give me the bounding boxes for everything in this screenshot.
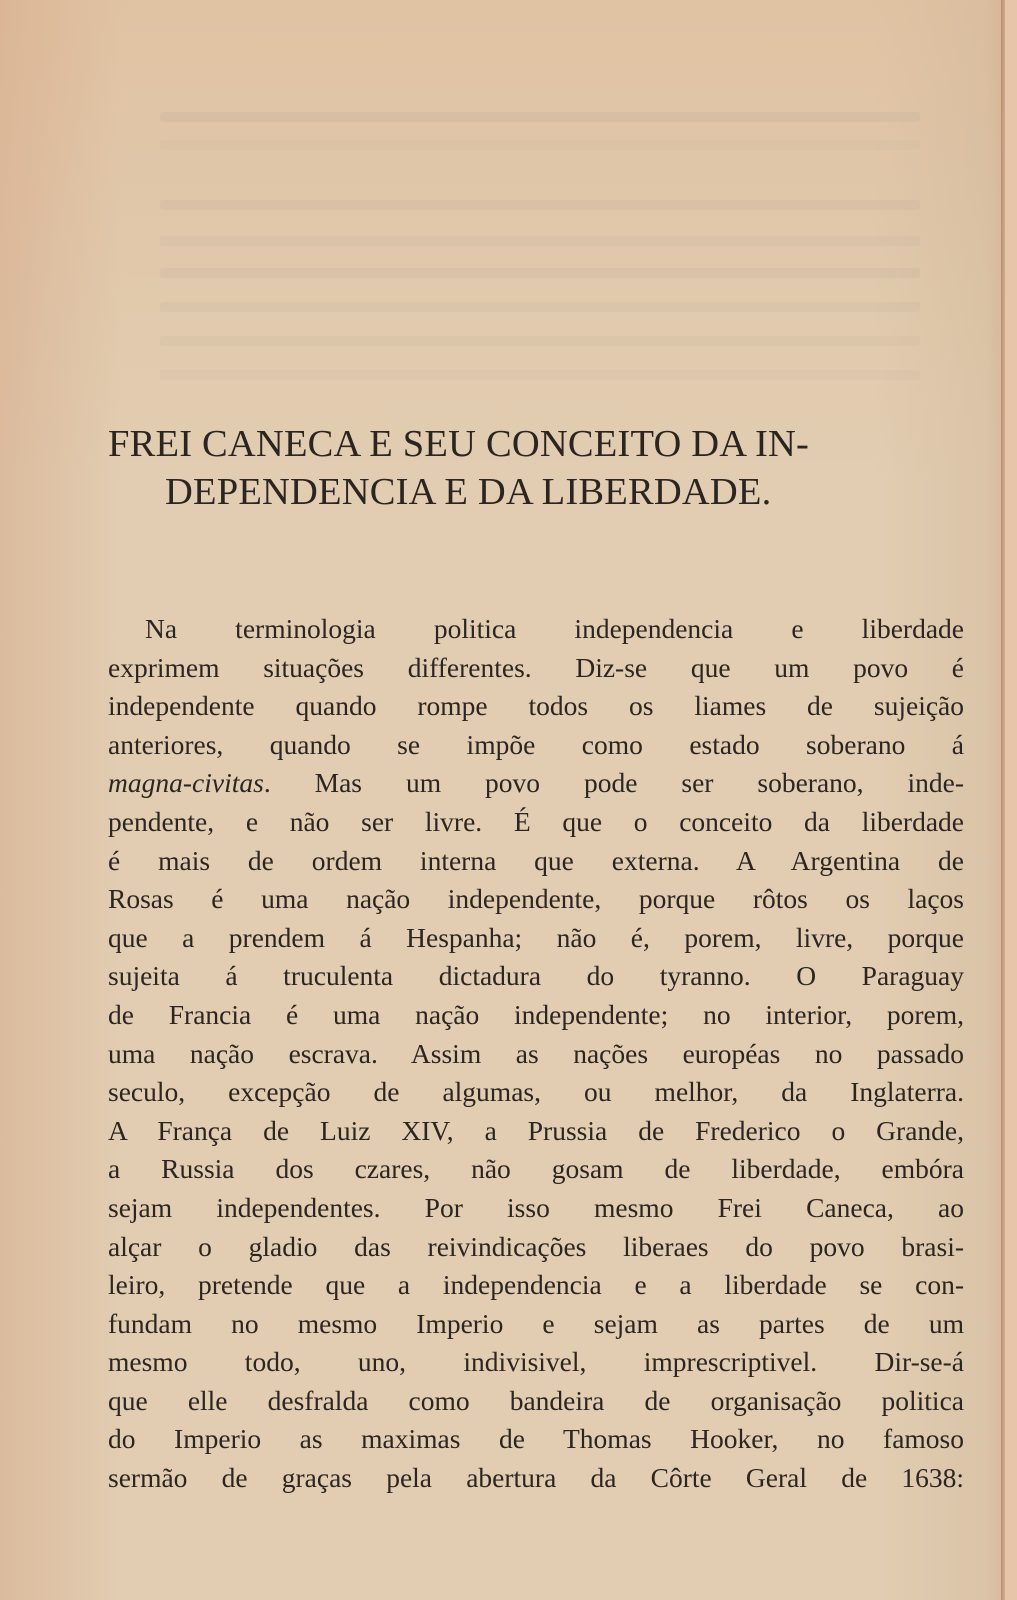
adjacent-page-edge [1005, 0, 1017, 1600]
text-line: Rosas é uma nação independente, porque rôtos os laços [108, 883, 964, 915]
text-line: que elle desfralda como bandeira de organisação politica [108, 1384, 964, 1416]
text-line: a Russia dos czares, não gosam de liberdade, embóra [108, 1153, 964, 1185]
show-through-text [160, 112, 920, 122]
text-line: independente quando rompe todos os liames de sujeição [108, 690, 964, 722]
text-line: seculo, excepção de algumas, ou melhor, da Inglaterra. [108, 1076, 964, 1108]
show-through-text [160, 140, 920, 150]
text-line: Na terminologia politica independencia e liberdade [145, 613, 964, 644]
show-through-text [160, 268, 920, 278]
show-through-text [160, 302, 920, 312]
italic-term: magna-civitas [108, 767, 264, 799]
text-line: anteriores, quando se impõe como estado soberano á [108, 728, 964, 760]
text-line: do Imperio as maximas de Thomas Hooker, no famoso [108, 1423, 964, 1455]
text-line: sejam independentes. Por isso mesmo Frei Caneca, ao [108, 1191, 964, 1223]
text-line: exprimem situações differentes. Diz-se que um povo é [108, 651, 964, 683]
text-line: mesmo todo, uno, indivisivel, imprescriptivel. Dir-se-á [108, 1346, 964, 1378]
text-line: que a prendem á Hespanha; não é, porem, livre, porque [108, 921, 964, 953]
show-through-text [160, 370, 920, 380]
chapter-title-line-1: FREI CANECA E SEU CONCEITO DA IN- [108, 423, 810, 465]
text-line: alçar o gladio das reivindicações liberaes do povo brasi- [108, 1230, 964, 1262]
text-line: pendente, e não ser livre. É que o conceito da liberdade [108, 805, 964, 837]
text-line: fundam no mesmo Imperio e sejam as partes de um [108, 1307, 964, 1339]
text-line: sermão de graças pela abertura da Côrte Geral de 1638: [108, 1462, 964, 1494]
text-line: A França de Luiz XIV, a Prussia de Frederico o Grande, [108, 1114, 964, 1146]
show-through-text [160, 236, 920, 246]
text-line: leiro, pretende que a independencia e a liberdade se con- [108, 1269, 964, 1301]
chapter-title [108, 420, 968, 516]
text-line: de Francia é uma nação independente; no interior, porem, [108, 998, 964, 1030]
text-line [108, 764, 964, 803]
text-line-rest: . Mas um povo pode ser soberano, inde- [263, 767, 964, 799]
text-line: sujeita á truculenta dictadura do tyranno. O Paraguay [108, 960, 964, 992]
chapter-title-line-2: DEPENDENCIA E DA LIBERDADE. [165, 471, 772, 513]
text-line: uma nação escrava. Assim as nações européas no passado [108, 1037, 964, 1069]
text-line: é mais de ordem interna que externa. A Argentina de [108, 844, 964, 876]
show-through-text [160, 200, 920, 210]
show-through-text [160, 336, 920, 346]
body-paragraph [108, 610, 964, 1498]
